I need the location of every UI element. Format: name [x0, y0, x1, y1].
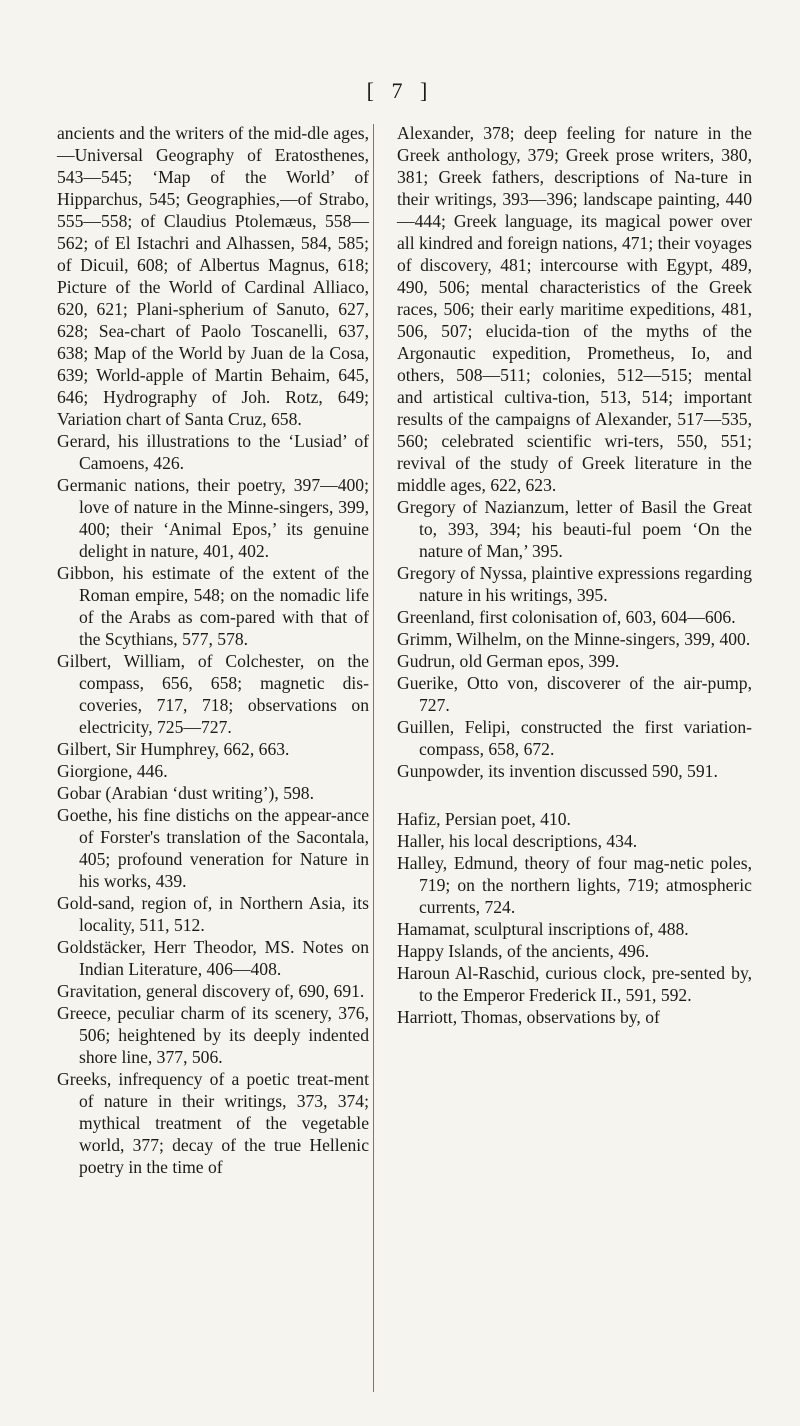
index-entry: Greenland, first colonisation of, 603, 604—606.	[397, 607, 736, 627]
index-entry: Haller, his local descriptions, 434.	[397, 831, 638, 851]
index-entry: Gunpowder, its invention discussed 590, 591.	[397, 761, 718, 781]
index-entry: Hafiz, Persian poet, 410.	[397, 809, 571, 829]
index-entry: Gobar (Arabian ‘dust writing’), 598.	[57, 783, 314, 803]
index-entry: Gregory of Nyssa, plaintive expressions regarding nature in his writings, 395.	[397, 563, 752, 605]
column-divider	[373, 124, 374, 1392]
index-entry: Guerike, Otto von, discoverer of the air-pump, 727.	[397, 673, 752, 715]
index-entry: Greeks, infrequency of a poetic treat-ment of nature in their writings, 373, 374; mythical treatment of the vegetable world, 377; decay of the true Hellenic poetry in the time of	[57, 1069, 369, 1177]
index-entry: Gravitation, general discovery of, 690, 691.	[57, 981, 365, 1001]
index-entry: Gilbert, William, of Colchester, on the compass, 656, 658; magnetic dis-coveries, 717, 718; observations on electricity, 725—727.	[57, 651, 369, 737]
index-entry: Halley, Edmund, theory of four mag-netic poles, 719; on the northern lights, 719; atmospheric currents, 724.	[397, 853, 752, 917]
index-entry: Hamamat, sculptural inscriptions of, 488.	[397, 919, 689, 939]
index-entry: Gilbert, Sir Humphrey, 662, 663.	[57, 739, 290, 759]
index-entry: Goldstäcker, Herr Theodor, MS. Notes on Indian Literature, 406—408.	[57, 937, 369, 979]
index-entry: ancients and the writers of the mid-dle ages,—Universal Geography of Eratosthenes, 543—545; ‘Map of the World’ of Hipparchus, 545; Geographies,—of Strabo, 555—558; of Claudius Ptolemæus, 558—562; of El Istachri and Alhassen, 584, 585; of Dicuil, 608; of Albertus Magnus, 618; Picture of the World of Cardinal Alliaco, 620, 621; Plani-spherium of Sanuto, 627, 628; Sea-chart of Paolo Toscanelli, 637, 638; Map of the World by Juan de la Cosa, 639; World-apple of Martin Behaim, 645, 646; Hydrography of Joh. Rotz, 649; Variation chart of Santa Cruz, 658.	[57, 123, 369, 429]
index-entry: Germanic nations, their poetry, 397—400; love of nature in the Minne-singers, 399, 400; their ‘Animal Epos,’ its genuine delight in nature, 401, 402.	[57, 475, 369, 561]
right-column	[397, 122, 752, 1028]
index-entry: Gold-sand, region of, in Northern Asia, its locality, 511, 512.	[57, 893, 369, 935]
page-number: [ 7 ]	[366, 78, 434, 103]
index-entry: Alexander, 378; deep feeling for nature in the Greek anthology, 379; Greek prose writers, 380, 381; Greek fathers, descriptions of Na-ture in their writings, 393—396; landscape painting, 440—444; Greek language, its magical power over all kindred and foreign nations, 471; their voyages of discovery, 481; intercourse with Egypt, 489, 490, 506; mental characteristics of the Greek races, 506; their early maritime expeditions, 481, 506, 507; elucida-tion of the myths of the Argonautic expedition, Prometheus, Io, and others, 508—511; colonies, 512—515; mental and artistical cultiva-tion, 513, 514; important results of the campaigns of Alexander, 517—535, 560; celebrated scientific wri-ters, 550, 551; revival of the study of Greek literature in the middle ages, 622, 623.	[397, 123, 752, 495]
index-entry: Happy Islands, of the ancients, 496.	[397, 941, 650, 961]
index-entry: Grimm, Wilhelm, on the Minne-singers, 399, 400.	[397, 629, 751, 649]
index-entry: Harriott, Thomas, observations by, of	[397, 1007, 660, 1027]
index-entry: Haroun Al-Raschid, curious clock, pre-sented by, to the Emperor Frederick II., 591, 592.	[397, 963, 752, 1005]
index-entry: Greece, peculiar charm of its scenery, 376, 506; heightened by its deeply indented shore line, 377, 506.	[57, 1003, 369, 1067]
index-entry: Goethe, his fine distichs on the appear-ance of Forster's translation of the Sacontala, 405; profound veneration for Nature in his works, 439.	[57, 805, 369, 891]
index-entry: Gerard, his illustrations to the ‘Lusiad’ of Camoens, 426.	[57, 431, 369, 473]
index-entry: Gregory of Nazianzum, letter of Basil the Great to, 393, 394; his beauti-ful poem ‘On the nature of Man,’ 395.	[397, 497, 752, 561]
index-entry: Guillen, Felipi, constructed the first variation-compass, 658, 672.	[397, 717, 752, 759]
index-entry: Gudrun, old German epos, 399.	[397, 651, 620, 671]
index-entry: Gibbon, his estimate of the extent of the Roman empire, 548; on the nomadic life of the Arabs as com-pared with that of the Scythians, 577, 578.	[57, 563, 369, 649]
section-gap	[397, 782, 752, 808]
left-column	[57, 122, 369, 1178]
index-entry: Giorgione, 446.	[57, 761, 168, 781]
